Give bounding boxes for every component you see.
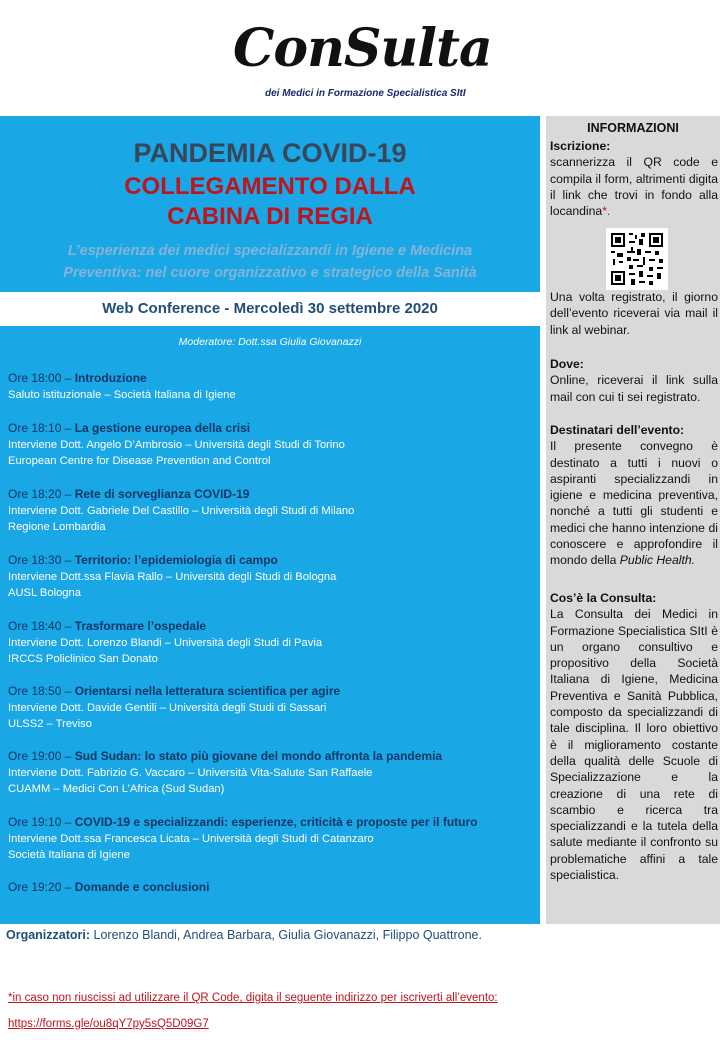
program-item: [8, 814, 538, 863]
program-item-heading: [8, 486, 538, 503]
public-health-italic: Public Health.: [619, 553, 695, 568]
subtitle-line2: Preventiva: nel cuore organizzativo e strategico della Sanità: [63, 265, 477, 281]
info-panel: [546, 116, 720, 924]
program-item-heading: [8, 748, 538, 765]
program-item-heading: [8, 618, 538, 635]
title-pandemia: PANDEMIA COVID-19: [133, 138, 407, 168]
program-item-heading: [8, 879, 538, 896]
program-section: [0, 326, 540, 924]
program-item: [8, 683, 538, 732]
program-title: Introduzione: [74, 371, 147, 385]
program-detail: Interviene Dott. Fabrizio G. Vaccaro – Università Vita-Salute San Raffaele: [8, 767, 373, 779]
program-item: [8, 552, 538, 601]
program-item-heading: [8, 552, 538, 569]
program-time: Ore 19:20 –: [8, 880, 75, 894]
program-title: Orientarsi nella letteratura scientifica per agire: [74, 684, 341, 698]
consulta-logo: [233, 10, 492, 106]
program-detail: Interviene Dott.ssa Flavia Rallo – Università degli Studi di Bologna: [8, 571, 337, 583]
program-detail: CUAMM – Medici Con L’Africa (Sud Sudan): [8, 783, 225, 795]
program-detail: AUSL Bologna: [8, 587, 81, 599]
logo-subtitle: dei Medici in Formazione Specialistica SItI: [265, 88, 466, 99]
organizers-names: Lorenzo Blandi, Andrea Barbara, Giulia Giovanazzi, Filippo Quattrone.: [93, 928, 482, 942]
program-title: Sud Sudan: lo stato più giovane del mondo affronta la pandemia: [74, 749, 443, 763]
program-detail: European Centre for Disease Prevention and Control: [8, 455, 271, 467]
registration-link[interactable]: https://forms.gle/ou8qY7py5sQ5D09G7: [8, 1018, 209, 1030]
iscrizione-label: Iscrizione:: [550, 139, 611, 153]
dove-text: Online, riceverai il link sulla mail con cui ti sei registrato.: [550, 373, 718, 404]
program-title: Domande e conclusioni: [74, 880, 210, 894]
title-collegamento-line2: CABINA DI REGIA: [167, 203, 373, 230]
program-detail: Saluto istituzionale – Società Italiana di Igiene: [8, 389, 236, 401]
organizers-line: [6, 928, 716, 942]
program-time: Ore 18:40 –: [8, 619, 75, 633]
program-time: Ore 19:00 –: [8, 749, 75, 763]
qr-footnote: *in caso non riuscissi ad utilizzare il QR Code, digita il seguente indirizzo per iscriverti all’evento:: [8, 992, 498, 1004]
header-banner: [0, 116, 540, 292]
program-item-heading: [8, 370, 538, 387]
program-detail: ULSS2 – Treviso: [8, 718, 92, 730]
program-item: [8, 370, 538, 403]
program-time: Ore 18:30 –: [8, 553, 75, 567]
organizers-label: Organizzatori:: [6, 928, 91, 942]
destinatari-block: [550, 422, 718, 569]
program-detail: Interviene Dott. Gabriele Del Castillo – Università degli Studi di Milano: [8, 505, 355, 517]
event-subtitle: [10, 240, 530, 284]
qr-code-icon[interactable]: [606, 228, 668, 290]
title-collegamento-line1: COLLEGAMENTO DALLA: [124, 173, 416, 200]
dove-label: Dove:: [550, 357, 584, 371]
destinatari-label: Destinatari dell’evento:: [550, 423, 685, 437]
program-detail: Interviene Dott. Angelo D’Ambrosio – Università degli Studi di Torino: [8, 439, 345, 451]
program-detail: Società Italiana di Igiene: [8, 849, 130, 861]
subtitle-line1: L’esperienza dei medici specializzandi in Igiene e Medicina: [67, 243, 473, 259]
title-collegamento: [0, 172, 540, 232]
dove-block: [550, 356, 718, 405]
consulta-text: La Consulta dei Medici in Formazione Specialistica SItI è un organo consultivo e propositivo della Società Italiana di Igiene, Medicina Preventiva e Sanità Pubblica, composto da specializzandi di tale disciplina. Il loro obiettivo è il miglioramento costante della qualità delle Scuole di Specializzazione e la creazione di una rete di scambio e ricerca tra specializzandi e la tutela della salute mediante il confronto su problematiche affini a tale specialistica.: [550, 607, 718, 883]
program-item: [8, 618, 538, 667]
program-title: La gestione europea della crisi: [74, 421, 251, 435]
program-detail: Interviene Dott.ssa Francesca Licata – Università degli Studi di Catanzaro: [8, 833, 374, 845]
iscrizione-block: [550, 138, 718, 219]
program-item: [8, 879, 538, 896]
program-title: COVID-19 e specializzandi: esperienze, criticità e proposte per il futuro: [74, 815, 478, 829]
logo-wordmark: ConSulta: [233, 18, 492, 79]
program-detail: Interviene Dott. Davide Gentili – Università degli Studi di Sassari: [8, 702, 327, 714]
program-detail: Regione Lombardia: [8, 521, 106, 533]
program-time: Ore 19:10 –: [8, 815, 75, 829]
program-title: Trasformare l’ospedale: [74, 619, 207, 633]
moderator-line: Moderatore: Dott.ssa Giulia Giovanazzi: [178, 336, 362, 348]
program-time: Ore 18:00 –: [8, 371, 75, 385]
asterisk: *.: [602, 204, 611, 219]
program-title: Rete di sorveglianza COVID-19: [74, 487, 250, 501]
program-detail: Interviene Dott. Lorenzo Blandi – Università degli Studi di Pavia: [8, 637, 323, 649]
info-title: INFORMAZIONI: [587, 121, 679, 135]
program-item: [8, 420, 538, 469]
program-item-heading: [8, 420, 538, 437]
iscrizione-text: scannerizza il QR code e compila il form, altrimenti digita il link che trovi in fondo alla locandina: [550, 155, 718, 219]
program-title: Territorio: l’epidemiologia di campo: [74, 553, 278, 567]
program-time: Ore 18:10 –: [8, 421, 75, 435]
program-detail: IRCCS Policlinico San Donato: [8, 653, 158, 665]
program-time: Ore 18:50 –: [8, 684, 75, 698]
program-item-heading: [8, 683, 538, 700]
registered-text: Una volta registrato, il giorno dell’evento riceverai via mail il link al webinar.: [550, 290, 718, 337]
consulta-block: [550, 590, 718, 883]
program-item-heading: [8, 814, 538, 831]
program-item: [8, 486, 538, 535]
destinatari-text: Il presente convegno è destinato a tutti i nuovi o aspiranti specializzandi in igiene e medicina preventiva, nonché a tutti gli studenti e medici che hanno intenzione di conoscere e approfondire il mondo della: [550, 439, 718, 568]
consulta-label: Cos’è la Consulta:: [550, 591, 657, 605]
program-time: Ore 18:20 –: [8, 487, 75, 501]
program-item: [8, 748, 538, 797]
web-conference-date: Web Conference - Mercoledì 30 settembre 2020: [102, 300, 438, 317]
